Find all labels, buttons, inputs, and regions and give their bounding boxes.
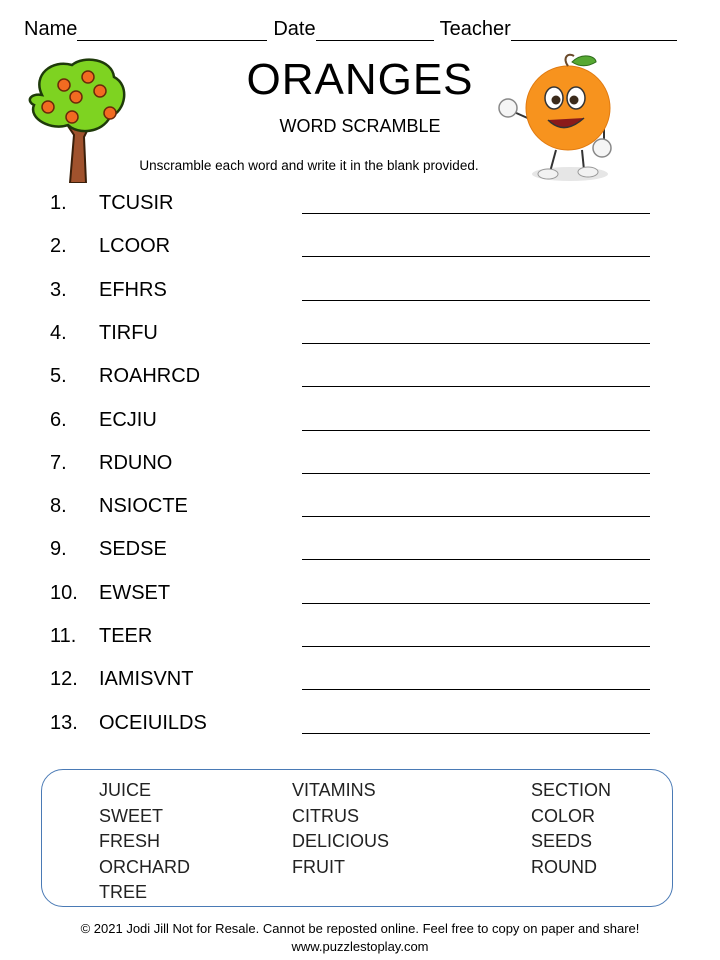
item-number: 4. bbox=[50, 321, 67, 344]
answer-blank[interactable] bbox=[302, 646, 650, 647]
word-bank-item: SEEDS bbox=[531, 831, 593, 851]
item-number: 6. bbox=[50, 408, 67, 431]
answer-blank[interactable] bbox=[302, 603, 650, 604]
page-subtitle: WORD SCRAMBLE bbox=[279, 116, 441, 136]
scrambled-word: RDUNO bbox=[99, 451, 173, 474]
instructions: Unscramble each word and write it in the blank provided. bbox=[139, 158, 479, 173]
word-bank-item: ORCHARD bbox=[99, 856, 191, 877]
header-fields bbox=[24, 18, 696, 41]
scramble-row bbox=[0, 279, 720, 309]
item-number: 1. bbox=[50, 192, 67, 214]
scrambled-word: ROAHRCD bbox=[99, 365, 201, 388]
answer-blank[interactable] bbox=[302, 516, 650, 517]
scrambled-word: TIRFU bbox=[99, 321, 158, 344]
item-number: 7. bbox=[50, 451, 67, 474]
answer-blank[interactable] bbox=[302, 689, 650, 690]
scrambled-word: EFHRS bbox=[99, 278, 167, 301]
scrambled-word: NSIOCTE bbox=[99, 495, 188, 518]
item-number: 3. bbox=[50, 278, 67, 301]
date-label: Date bbox=[273, 18, 316, 40]
item-number: 9. bbox=[50, 538, 67, 561]
item-number: 10. bbox=[50, 581, 78, 604]
scramble-row bbox=[0, 322, 720, 352]
word-bank bbox=[41, 769, 673, 907]
scramble-row bbox=[0, 409, 720, 439]
word-bank-item: SECTION bbox=[531, 780, 612, 800]
word-bank-item: COLOR bbox=[531, 805, 596, 826]
word-bank-item: DELICIOUS bbox=[292, 831, 390, 851]
word-bank-item: FRUIT bbox=[292, 856, 345, 877]
word-bank-item: ROUND bbox=[531, 856, 597, 877]
scrambled-word: ECJIU bbox=[99, 408, 157, 431]
word-bank-item: TREE bbox=[99, 882, 148, 902]
scrambled-word: OCEIUILDS bbox=[99, 711, 207, 734]
scramble-row bbox=[0, 582, 720, 612]
teacher-label: Teacher bbox=[439, 18, 511, 40]
scramble-row bbox=[0, 452, 720, 482]
answer-blank[interactable] bbox=[302, 213, 650, 214]
page-title: ORANGES bbox=[246, 55, 474, 104]
scrambled-word: TCUSIR bbox=[99, 192, 174, 214]
name-label: Name bbox=[24, 18, 78, 40]
word-bank-item: JUICE bbox=[99, 780, 152, 800]
scramble-row bbox=[0, 668, 720, 698]
scrambled-word: IAMISVNT bbox=[99, 668, 194, 691]
orange-mascot-icon bbox=[492, 50, 622, 190]
answer-blank[interactable] bbox=[302, 733, 650, 734]
item-number: 2. bbox=[50, 235, 67, 258]
item-number: 11. bbox=[50, 625, 77, 647]
scramble-row bbox=[0, 192, 720, 222]
word-bank-item: VITAMINS bbox=[292, 780, 376, 800]
item-number: 12. bbox=[50, 668, 78, 691]
scramble-row bbox=[0, 712, 720, 742]
copyright-notice: © 2021 Jodi Jill Not for Resale. Cannot be reposted online. Feel free to copy on paper and share! bbox=[80, 921, 640, 936]
scramble-row bbox=[0, 365, 720, 395]
scrambled-word: TEER bbox=[99, 625, 153, 647]
word-bank-item: SWEET bbox=[99, 805, 164, 826]
item-number: 5. bbox=[50, 365, 67, 388]
scrambled-word: SEDSE bbox=[99, 538, 167, 561]
word-bank-item: CITRUS bbox=[292, 805, 359, 826]
scramble-row bbox=[0, 495, 720, 525]
scrambled-word: LCOOR bbox=[99, 235, 171, 258]
answer-blank[interactable] bbox=[302, 559, 650, 560]
name-field[interactable] bbox=[77, 18, 267, 41]
item-number: 13. bbox=[50, 711, 78, 734]
answer-blank[interactable] bbox=[302, 256, 650, 257]
teacher-field[interactable] bbox=[511, 18, 677, 41]
item-number: 8. bbox=[50, 495, 67, 518]
answer-blank[interactable] bbox=[302, 430, 650, 431]
answer-blank[interactable] bbox=[302, 300, 650, 301]
answer-blank[interactable] bbox=[302, 473, 650, 474]
scramble-row bbox=[0, 235, 720, 265]
answer-blank[interactable] bbox=[302, 343, 650, 344]
scrambled-word: EWSET bbox=[99, 581, 171, 604]
word-bank-item: FRESH bbox=[99, 831, 161, 851]
scramble-row bbox=[0, 625, 720, 655]
answer-blank[interactable] bbox=[302, 386, 650, 387]
date-field[interactable] bbox=[316, 18, 434, 41]
website-link[interactable]: www.puzzlestoplay.com bbox=[291, 939, 429, 954]
scramble-row bbox=[0, 538, 720, 568]
